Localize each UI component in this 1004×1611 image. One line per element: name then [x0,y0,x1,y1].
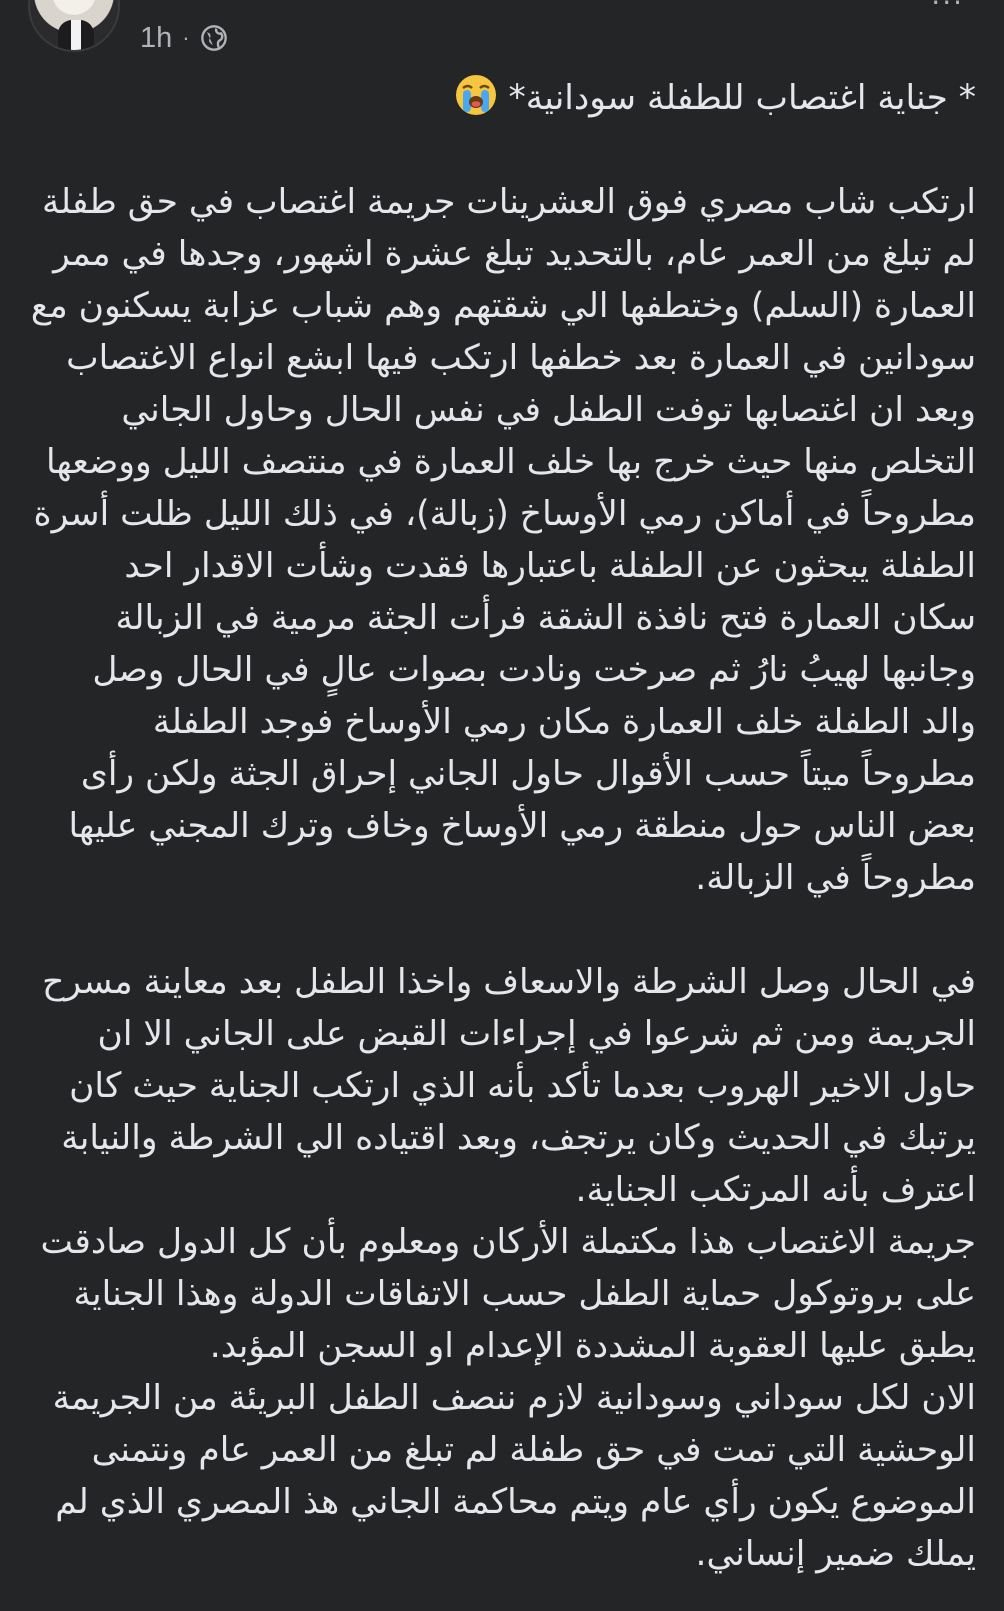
paragraph-gap [30,904,976,956]
loudly-crying-face-emoji [454,73,498,117]
more-icon[interactable]: ··· [931,0,964,19]
post-body [19,70,976,1580]
post-timestamp[interactable]: 1h [140,21,173,54]
post-paragraph-3: جريمة الاغتصاب هذا مكتملة الأركان ومعلوم بأن كل الدول صادقت على بروتوكول حماية الطفل حسب الاتفاقات الدولة وهذا الجناية يطبق عليها العقوبة المشددة الإعدام او السجن المؤبد. [29,1222,976,1366]
avatar-shirt [71,20,81,50]
avatar[interactable] [28,0,120,52]
post-paragraph-4: الان لكل سوداني وسودانية لازم ننصف الطفل البريئة من الجريمة الوحشية التي تمت في حق طفلة لم تبلغ من العمر عام ونتمنى الموضوع يكون رأي عام ويتم محاكمة الجاني هذ المصري الذي لم يملك ضمير إنساني. [41,1378,976,1574]
post-title: * جناية اغتصاب للطفلة سودانية* [508,78,976,118]
post-header [0,0,1004,70]
globe-icon[interactable] [200,24,228,52]
post-title-line [30,72,976,124]
meta-separator: · [182,25,190,50]
post-paragraph-2: في الحال وصل الشرطة والاسعاف واخذا الطفل بعد معاينة مسرح الجريمة ومن ثم شرعوا في إجراءات القبض على الجاني الا ان حاول الاخير الهروب بعدما تأكد بأنه الذي ارتكب الجناية حيث كان يرتبك في الحديث وكان يرتجف، وبعد اقتياده الي الشرطة والنيابة اعترف بأنه المرتكب الجناية. [31,962,976,1210]
post-paragraph-1: ارتكب شاب مصري فوق العشرينات جريمة اغتصاب في حق طفلة لم تبلغ من العمر عام، بالتحديد تبلغ عشرة اشهور، وجدها في ممر العمارة (السلم) وختطفها الي شقتهم وهم شباب عزابة يسكنون مع سودانين في العمارة بعد خطفها ارتكب فيها ابشع انواع الاغتصاب وبعد ان اغتصابها توفت الطفل في نفس الحال وحاول الجاني التخلص منها حيث خرج بها خلف العمارة في منتصف الليل ووضعها مطروحاً في أماكن رمي الأوساخ (زبالة)، في ذلك الليل ظلت أسرة الطفلة يبحثون عن الطفلة باعتبارها فقدت وشأت الاقدار احد سكان العمارة فتح نافذة الشقة فرأت الجثة مرمية في الزبالة وجانبها لهيبُ نارُ ثم صرخت ونادت بصوات عالٍ في الحال وصل والد الطفلة خلف العمارة مكان رمي الأوساخ فوجد الطفلة مطروحاً ميتاً حسب الأقوال حاول الجاني إحراق الجثة ولكن رأى بعض الناس حول منطقة رمي الأوساخ وخاف وترك المجني عليها مطروحاً في الزبالة. [19,182,976,898]
post-meta [140,18,228,58]
paragraph-gap [30,124,976,176]
